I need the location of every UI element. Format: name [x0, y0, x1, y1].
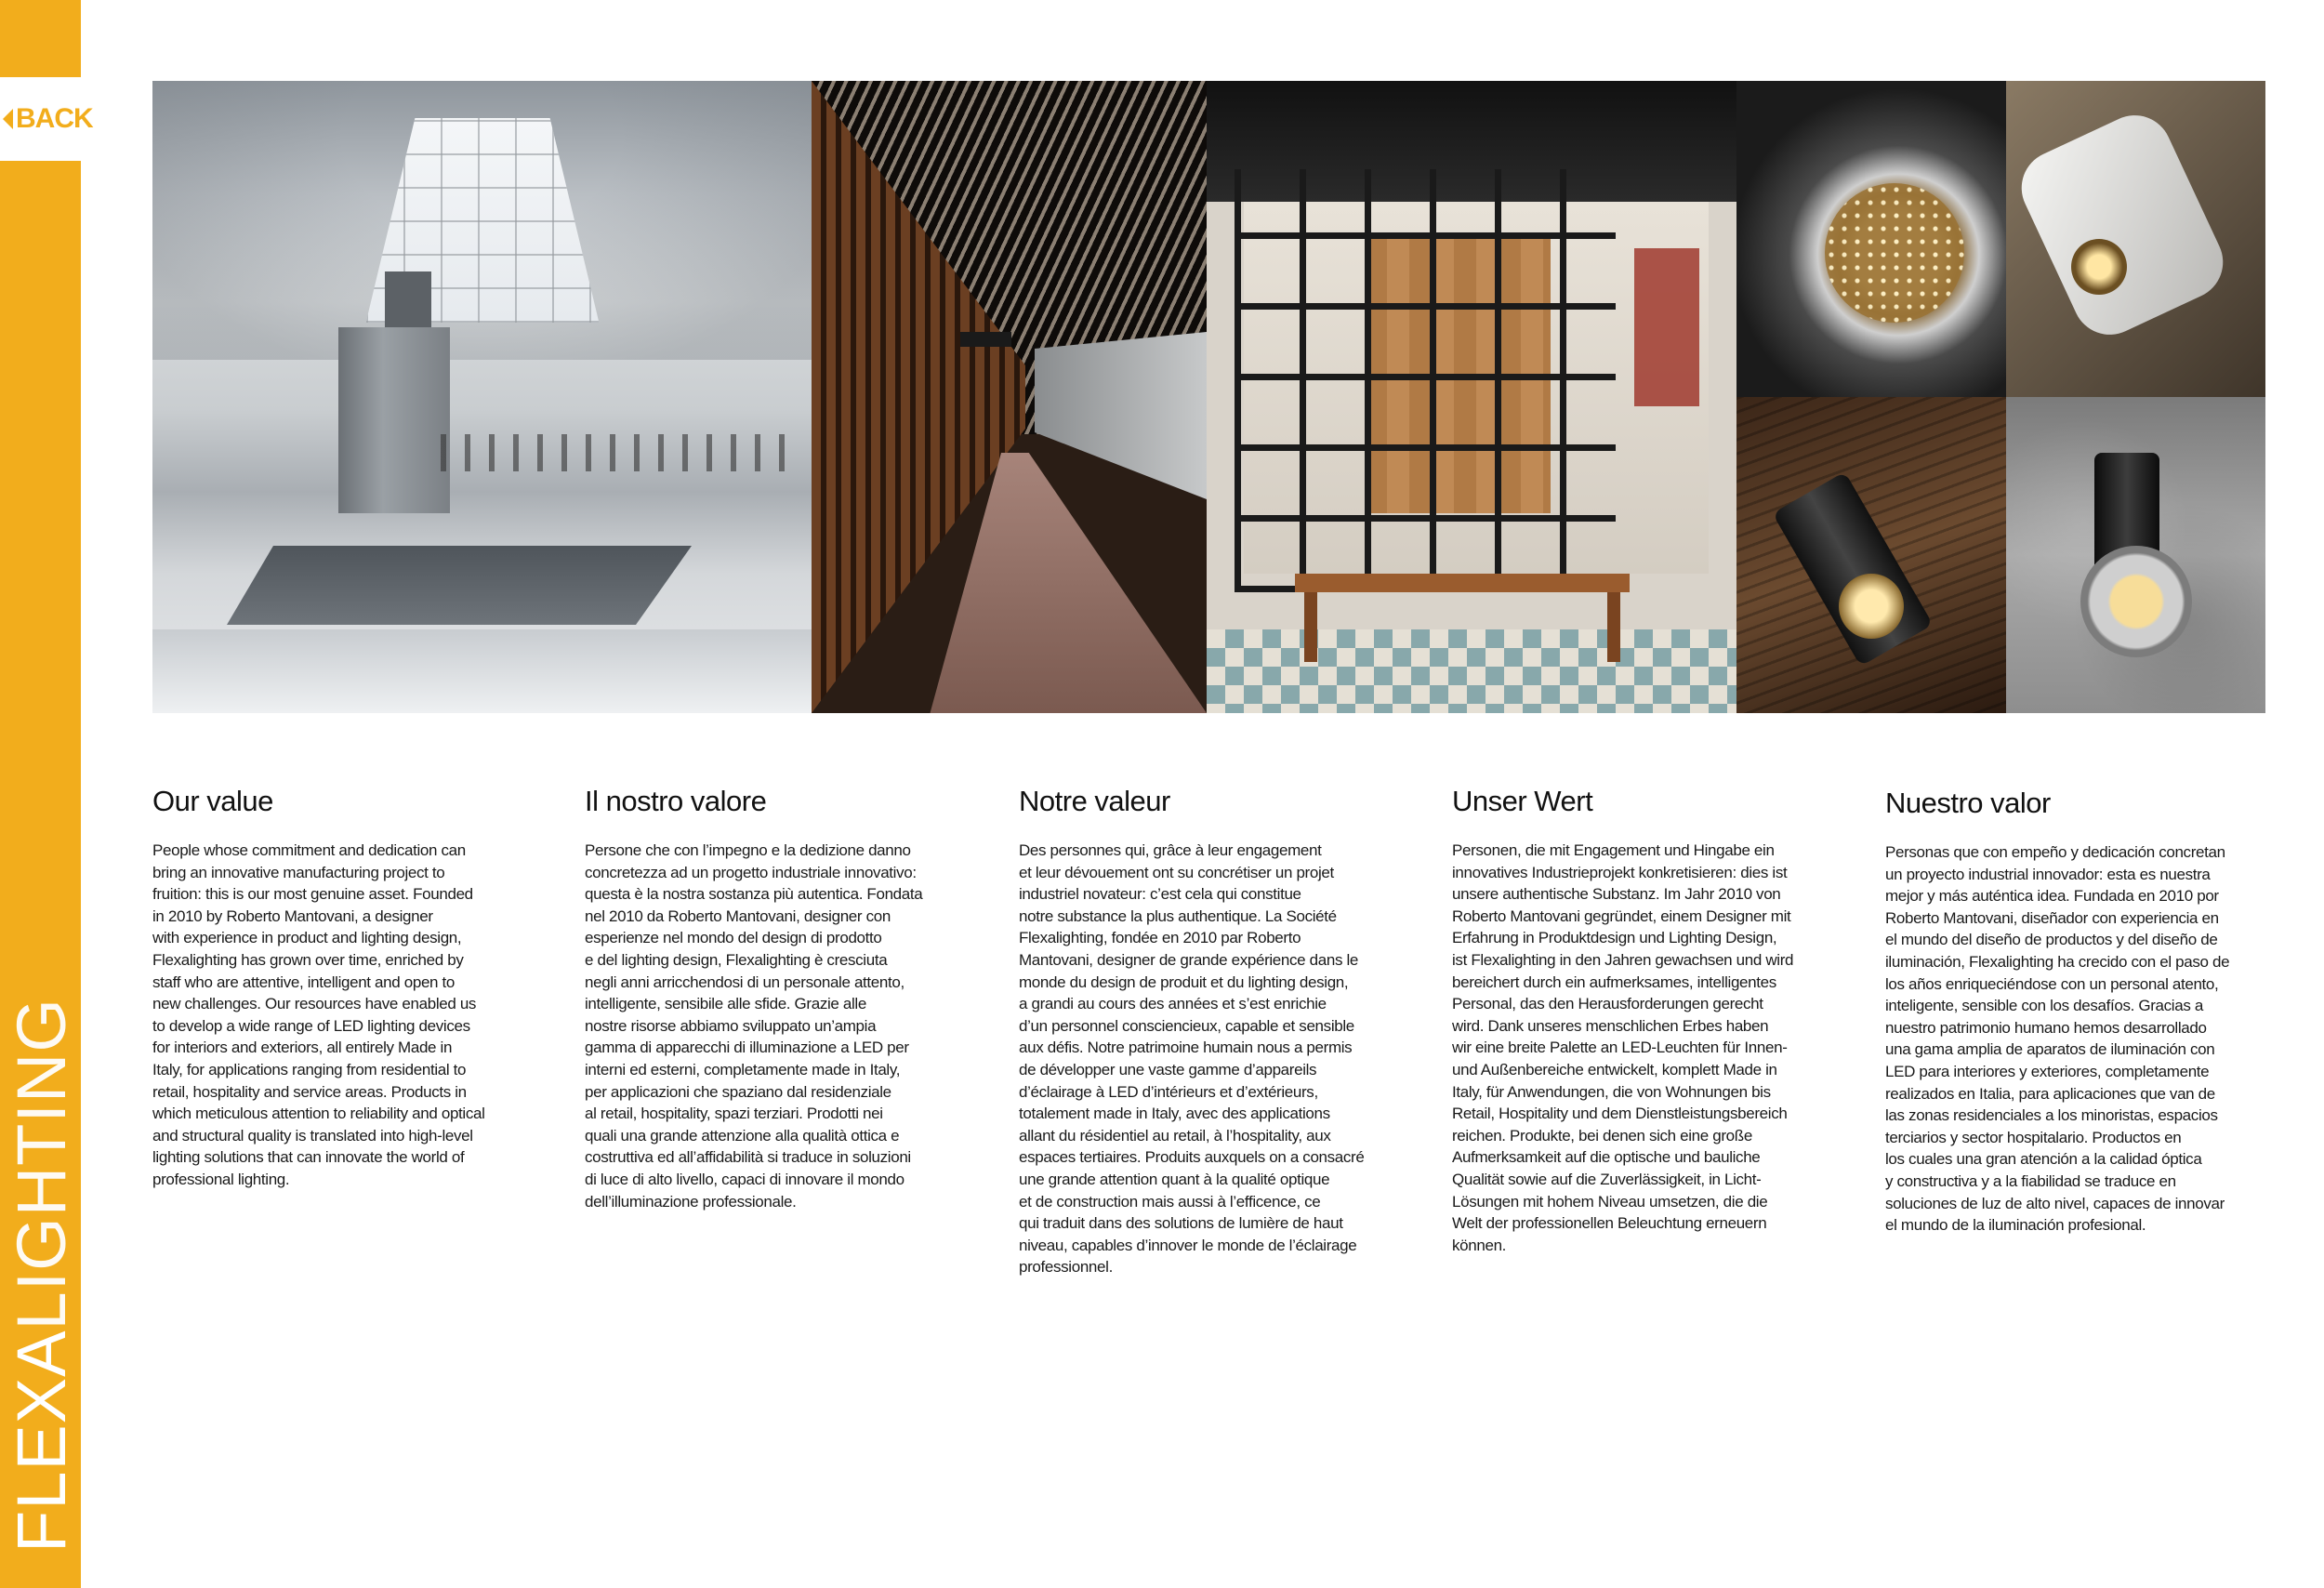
back-button[interactable]: [0, 77, 93, 161]
column-title: Unser Wert: [1452, 785, 1593, 817]
photo-collage: [152, 81, 2265, 713]
photo-wooden-corridor: [812, 81, 1207, 713]
column-german: [1452, 785, 1824, 1256]
column-body: Persone che con l’impegno e la dedizione danno concretezza ad un progetto industriale innovativo: questa è la nostra sostanza più autentica. Fondata nel 2010 da Roberto Mantovani, designer con esperienze nel mondo del design di prodotto e del lighting design, Flexalighting è cresciuta negli anni arricchendosi di un personale attento, intelligente, sensibile alle sfide. Grazie alle nostre risorse abbiamo sviluppato un’ampia gamma di apparecchi di illuminazione a LED per interni ed esterni, completamente made in Italy, per applicazioni che spaziano dal residenziale al retail, hospitality, spazi terziari. Prodotti nei quali una grande attenzione alla qualità ottica e costruttiva ed all’affidabilità si traduce in soluzioni di luce di alto livello, capaci di innovare il mondo dell’illuminazione professionale.: [585, 841, 923, 1211]
column-body: Personen, die mit Engagement und Hingabe ein innovatives Industrieprojekt konkretisieren: dies ist unsere authentische Substanz. Im Jahr 2010 von Roberto Mantovani gegründet, einem Designer mit Erfahrung in Produktdesign und Lighting Design, ist Flexalighting in den Jahren gewachsen und wird bereichert durch ein aufmerksames, intelligentes Personal, das den Herausforderungen gerecht wird. Dank unseres menschlichen Erbes haben wir eine breite Palette an LED-Leuchten für Innen- und Außenbereiche entwickelt, komplett Made in Italy, für Anwendungen, die von Wohnungen bis Retail, Hospitality und dem Dienstleistungsbereich reichen. Produkte, bei denen sich eine große Aufmerksamkeit auf die optische und bauliche Qualität sowie auf die Zuverlässigkeit, in Licht- Lösungen mit hohem Niveau umsetzen, die die Welt der professionellen Beleuchtung erneuern können.: [1452, 841, 1794, 1254]
brand-part-1: FLEXA: [3, 1330, 80, 1553]
column-body: Personas que con empeño y dedicación concretan un proyecto industrial innovador: esta es nuestra mejor y más auténtica idea. Fundada en 2010 por Roberto Mantovani, diseñador con experiencia en el mundo del diseño de productos y del diseño de iluminación, Flexalighting ha crecido con el paso de los años enriqueciéndose con un personal atento, inteligente, sensible con los desafíos. Gracias a nuestro patrimonio humano hemos desarrollado una gama amplia de aparatos de iluminación con LED para interiores y exteriores, completamente realizados en Italia, para aplicaciones que van de las zonas residenciales a los minoristas, espacios terciarios y sector hospitalario. Productos en los cuales una gran atención a la calidad óptica y constructiva y a la fiabilidad se traduce en soluciones de luz de alto nivel, capaces de innovar el mundo de la iluminación profesional.: [1885, 843, 2230, 1235]
sidebar: [0, 0, 93, 1588]
column-body: People whose commitment and dedication can bring an innovative manufacturing project to fruition: this is our most genuine asset. Founded in 2010 by Roberto Mantovani, a designer with experience in product and lighting design, Flexalighting has grown over time, enriched by staff who are attentive, intelligent and open to new challenges. Our resources have enabled us to develop a wide range of LED lighting devices for interiors and exteriors, all entirely Made in Italy, for applications ranging from residential to retail, hospitality and service areas. Products in which meticulous attention to reliability and optical and structural quality is translated into high-level lighting solutions that can innovate the world of professional lighting.: [152, 841, 485, 1188]
column-body: Des personnes qui, grâce à leur engagement et leur dévouement ont su concrétiser un projet industriel novateur: c’est cela qui constitue notre substance la plus authentique. La Société Flexalighting, fondée en 2010 par Roberto Mantovani, designer de grande expérience dans le monde du design de produit et du lighting design, a grandi au cours des années et s’est enrichie d’un personnel consciencieux, capable et sensible aux défis. Notre patrimoine humain nous a permis de développer une vaste gamme d’appareils d’éclairage à LED d’intérieurs et d’extérieurs, totalement made in Italy, avec des applications allant du résidentiel au retail, à l’hospitality, aux espaces tertiaires. Produits auxquels on a consacré une grande attention quant à la qualité optique et de construction mais aussi à l’efficence, ce qui traduit dans des solutions de lumière de haut niveau, capables d’innover le monde de l’éclairage professionnel.: [1019, 841, 1365, 1277]
photo-white-spotlight: [2006, 81, 2265, 397]
column-title: Our value: [152, 785, 273, 817]
column-english: [152, 785, 524, 1191]
photo-changing-room: [1207, 81, 1736, 713]
column-french: [1019, 785, 1391, 1278]
photo-atrium-interior: [152, 81, 812, 713]
column-title: Nuestro valor: [1885, 787, 2051, 819]
text-columns: [152, 785, 2263, 1343]
photo-recessed-led-spot: [1736, 81, 2006, 397]
photo-lamp-on-wood: [1736, 397, 2006, 713]
brand-logo: [3, 998, 80, 1553]
back-button-label: BACK: [16, 103, 93, 134]
column-spanish: [1885, 787, 2257, 1237]
column-title: Notre valeur: [1019, 785, 1170, 817]
column-italian: [585, 785, 957, 1212]
brand-part-2: LIGHTING: [3, 998, 80, 1330]
photo-lamp-on-stone: [2006, 397, 2265, 713]
column-title: Il nostro valore: [585, 785, 767, 817]
back-arrow-icon: [3, 109, 13, 129]
